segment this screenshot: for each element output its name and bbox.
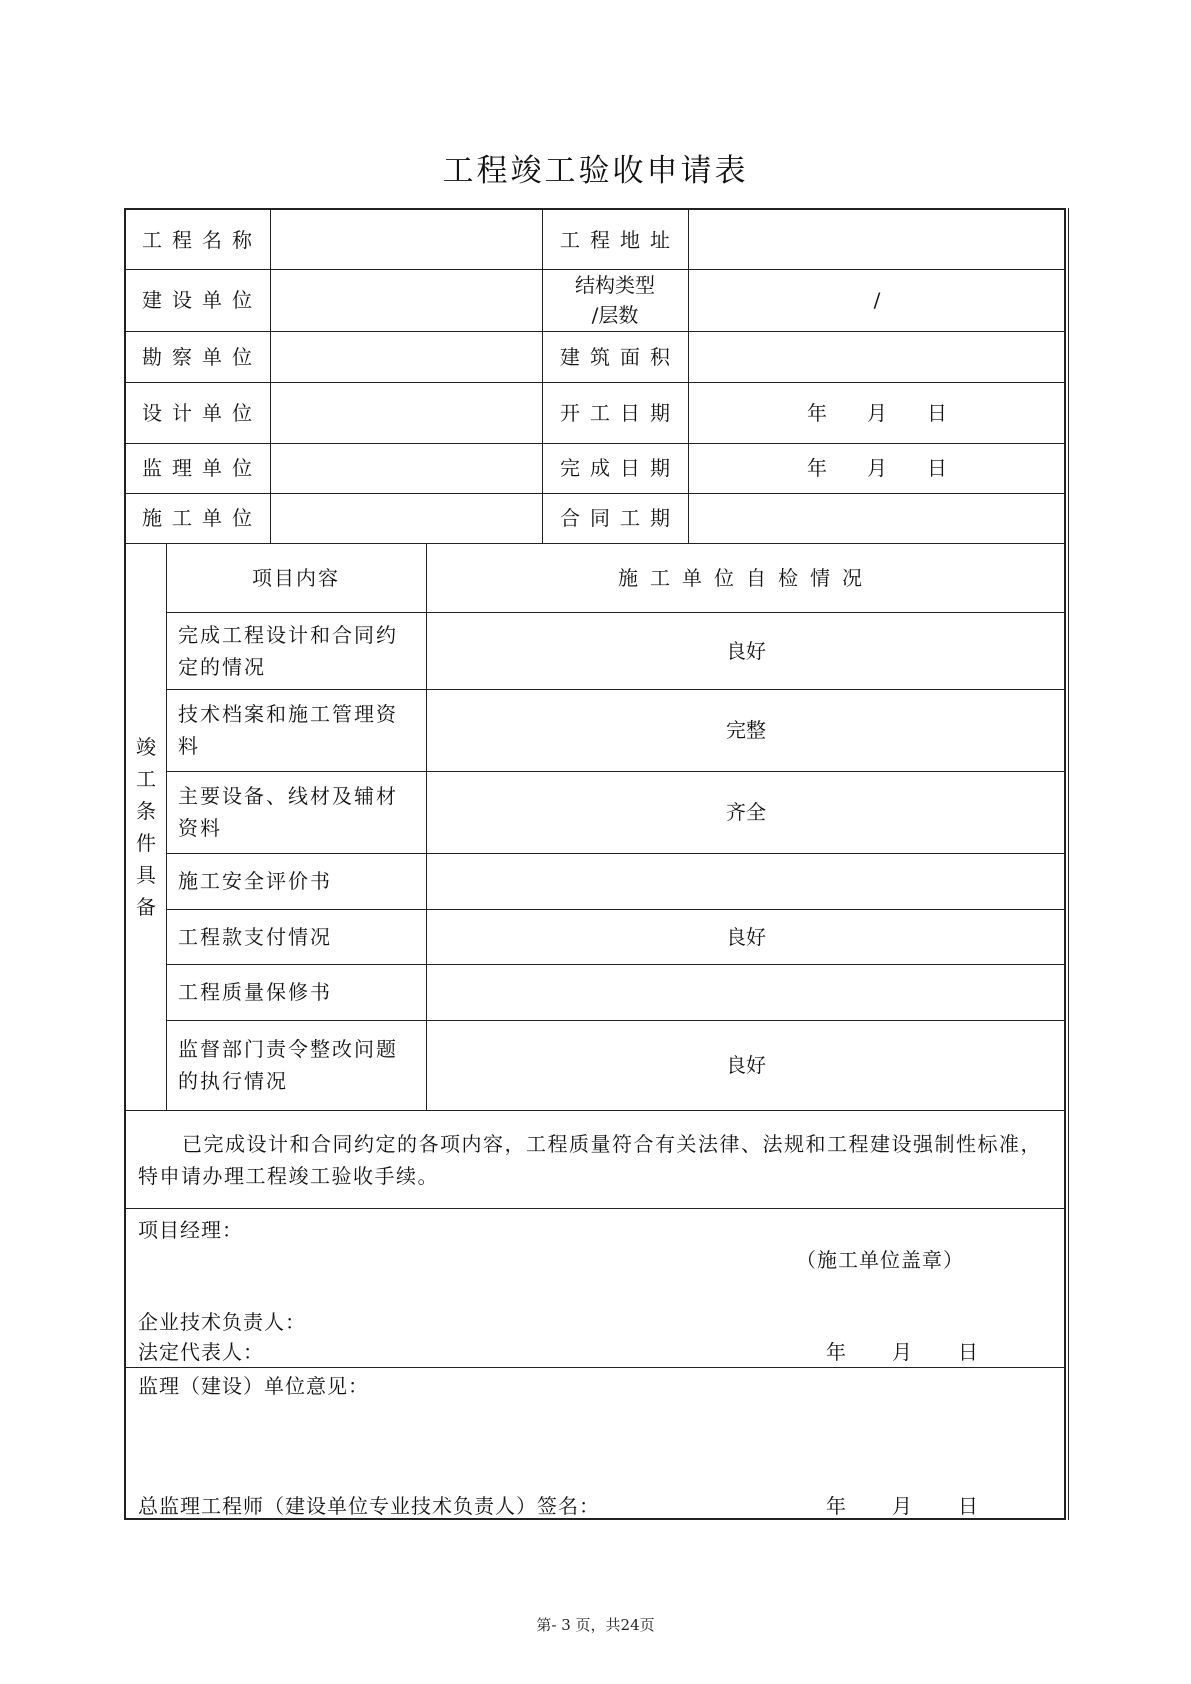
supervision-label: 监理单位 — [142, 456, 262, 480]
structure-label-line1: 结构类型 — [575, 273, 655, 297]
condition-status[interactable]: 良好 — [726, 924, 766, 949]
condition-status[interactable] — [426, 853, 1066, 909]
condition-item: 完成工程设计和合同约定的情况 — [178, 622, 398, 679]
builder-label: 建设单位 — [142, 288, 262, 312]
condition-item: 技术档案和施工管理资料 — [178, 702, 398, 758]
structure-label-line2: /层数 — [591, 303, 639, 327]
condition-item: 主要设备、线材及辅材资料 — [178, 784, 398, 840]
condition-item: 工程质量保修书 — [178, 980, 332, 1004]
contract-period-label: 合同工期 — [560, 506, 680, 530]
address-label: 工程地址 — [560, 227, 680, 252]
area-field[interactable] — [688, 331, 1066, 382]
condition-status[interactable]: 齐全 — [726, 800, 766, 824]
side-label-char: 条 — [136, 798, 156, 823]
condition-status[interactable] — [426, 964, 1066, 1020]
project-name-field[interactable] — [270, 210, 542, 269]
legal-rep-label: 法定代表人： — [138, 1340, 264, 1364]
row-divider — [126, 1367, 1066, 1368]
side-label-char: 竣 — [136, 734, 156, 759]
tech-lead-label: 企业技术负责人： — [138, 1310, 306, 1334]
construction-label: 施工单位 — [142, 506, 262, 530]
supervision-opinion-label: 监理（建设）单位意见： — [138, 1374, 369, 1398]
start-date-field[interactable]: 年 月 日 — [807, 400, 947, 425]
design-field[interactable] — [270, 382, 542, 443]
condition-item: 施工安全评价书 — [178, 869, 332, 893]
header-item-content: 项目内容 — [252, 565, 340, 590]
supervision-sign-date[interactable]: 年 月 日 — [826, 1494, 980, 1518]
area-label: 建筑面积 — [560, 344, 680, 369]
design-label: 设计单位 — [142, 400, 262, 425]
structure-label — [542, 269, 688, 331]
condition-status[interactable]: 完整 — [726, 718, 766, 742]
page-number: 第- 3 页，共24页 — [536, 1616, 655, 1634]
condition-item: 工程款支付情况 — [178, 924, 332, 949]
form-title: 工程竣工验收申请表 — [442, 153, 749, 189]
contractor-seal-note: （施工单位盖章） — [796, 1248, 964, 1272]
row-divider — [126, 1208, 1066, 1209]
acceptance-form-table — [124, 208, 1066, 1520]
finish-date-field[interactable]: 年 月 日 — [807, 456, 947, 480]
contract-period-field[interactable] — [688, 493, 1066, 543]
condition-status[interactable]: 良好 — [726, 1053, 766, 1077]
side-label-char: 工 — [136, 766, 156, 791]
project-name-label: 工程名称 — [142, 227, 262, 252]
side-label-char: 备 — [136, 894, 156, 919]
survey-field[interactable] — [270, 331, 542, 382]
survey-label: 勘察单位 — [142, 344, 262, 369]
structure-field[interactable]: / — [873, 288, 881, 312]
condition-item: 监督部门责令整改问题的执行情况 — [178, 1037, 398, 1093]
chief-supervisor-signature-label: 总监理工程师（建设单位专业技术负责人）签名： — [138, 1494, 600, 1518]
contractor-sign-date[interactable]: 年 月 日 — [826, 1340, 980, 1364]
header-self-check: 施工单位自检情况 — [618, 565, 874, 590]
start-date-label: 开工日期 — [560, 400, 680, 425]
construction-field[interactable] — [270, 493, 542, 543]
side-label-char: 具 — [136, 862, 156, 887]
declaration-text: 已完成设计和合同约定的各项内容，工程质量符合有关法律、法规和工程建设强制性标准，特申请办理工程竣工验收手续。 — [138, 1132, 1042, 1188]
address-field[interactable] — [688, 210, 1066, 269]
side-label-char: 件 — [136, 830, 156, 855]
supervision-field[interactable] — [270, 443, 542, 493]
condition-status[interactable]: 良好 — [726, 638, 766, 663]
completion-conditions-side-label — [126, 543, 166, 1110]
builder-field[interactable] — [270, 269, 542, 331]
finish-date-label: 完成日期 — [560, 456, 680, 480]
project-manager-label: 项目经理： — [138, 1218, 243, 1242]
row-divider — [126, 1110, 1066, 1111]
